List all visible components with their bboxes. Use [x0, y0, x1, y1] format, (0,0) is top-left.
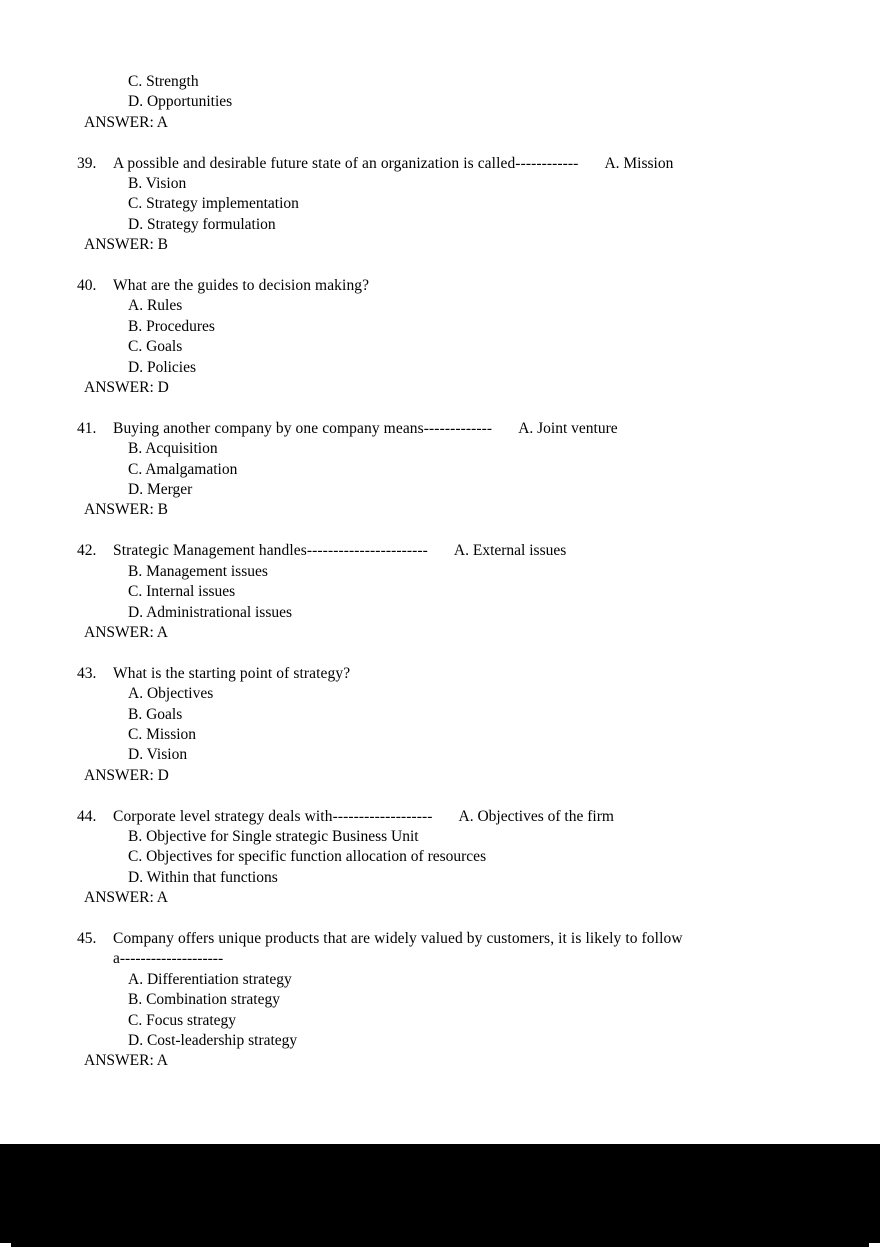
- option-line: B. Vision: [128, 175, 187, 193]
- question-continuation-line: a--------------------: [113, 950, 224, 968]
- option-line: C. Focus strategy: [128, 1011, 237, 1029]
- option-line: B. Management issues: [128, 562, 268, 580]
- question-text: Company offers unique products that are widely valued by customers, it is likely to follow: [113, 929, 683, 947]
- question-block: [0, 664, 880, 786]
- question-text: Corporate level strategy deals with-------------------: [113, 807, 433, 825]
- option-line: C. Mission: [128, 725, 197, 743]
- inline-option: A. External issues: [453, 542, 567, 560]
- question-text: What are the guides to decision making?: [113, 277, 370, 295]
- question-number: 44.: [77, 807, 97, 825]
- question-first-line: [0, 276, 880, 296]
- question-first-line: [0, 541, 880, 561]
- option-line: D. Merger: [128, 481, 193, 499]
- bottom-black-bar: [0, 1144, 880, 1247]
- question-text: Buying another company by one company means-------------: [113, 419, 493, 437]
- bottom-right-notch: [869, 1243, 880, 1247]
- answer-line: ANSWER: A: [84, 113, 168, 131]
- option-line: D. Policies: [128, 358, 197, 376]
- question-number: 42.: [77, 542, 97, 560]
- question-first-line: [0, 664, 880, 684]
- bottom-left-notch: [0, 1243, 11, 1247]
- option-line: A. Rules: [128, 297, 183, 315]
- question-first-line: [0, 419, 880, 439]
- option-line: C. Strength: [128, 73, 199, 90]
- answer-line: ANSWER: A: [84, 889, 168, 907]
- option-line: B. Procedures: [128, 317, 215, 335]
- option-line: A. Differentiation strategy: [128, 970, 292, 988]
- option-line: D. Opportunities: [128, 93, 233, 111]
- option-line: B. Acquisition: [128, 440, 218, 458]
- option-line: C. Internal issues: [128, 583, 236, 601]
- question-number: 39.: [77, 154, 97, 172]
- question-first-line: [0, 154, 880, 174]
- option-line: D. Cost-leadership strategy: [128, 1031, 298, 1049]
- answer-line: ANSWER: B: [84, 236, 168, 254]
- question-block: [0, 154, 880, 256]
- question-text: What is the starting point of strategy?: [113, 664, 351, 682]
- option-line: C. Objectives for specific function allocation of resources: [128, 848, 487, 866]
- question-text: A possible and desirable future state of an organization is called------------: [113, 154, 579, 172]
- question-block: [0, 929, 880, 1072]
- inline-option: A. Objectives of the firm: [458, 807, 614, 825]
- question-block: [0, 541, 880, 643]
- inline-option: A. Mission: [604, 154, 674, 172]
- question-block: [0, 807, 880, 909]
- option-line: B. Objective for Single strategic Business Unit: [128, 827, 419, 845]
- questions-list: [0, 72, 880, 1092]
- question-number: 41.: [77, 419, 97, 437]
- option-line: D. Within that functions: [128, 868, 278, 886]
- option-line: D. Vision: [128, 746, 188, 764]
- answer-line: ANSWER: A: [84, 623, 168, 641]
- question-block: [0, 276, 880, 398]
- option-line: B. Combination strategy: [128, 991, 280, 1009]
- option-line: A. Objectives: [128, 685, 214, 703]
- option-line: C. Amalgamation: [128, 460, 238, 478]
- answer-line: ANSWER: D: [84, 766, 169, 784]
- continuation-block: [0, 72, 880, 133]
- option-line: B. Goals: [128, 705, 183, 723]
- question-first-line: [0, 929, 880, 949]
- question-block: [0, 419, 880, 521]
- option-line: D. Administrational issues: [128, 603, 293, 621]
- question-number: 45.: [77, 929, 97, 947]
- inline-option: A. Joint venture: [518, 419, 618, 437]
- answer-line: ANSWER: D: [84, 379, 169, 397]
- option-line: C. Goals: [128, 338, 183, 356]
- answer-line: ANSWER: A: [84, 1052, 168, 1070]
- question-number: 40.: [77, 277, 97, 295]
- question-text: Strategic Management handles-----------------------: [113, 542, 428, 560]
- question-number: 43.: [77, 664, 97, 682]
- option-line: D. Strategy formulation: [128, 215, 276, 233]
- answer-line: ANSWER: B: [84, 501, 168, 519]
- option-line: C. Strategy implementation: [128, 195, 299, 213]
- question-first-line: [0, 807, 880, 827]
